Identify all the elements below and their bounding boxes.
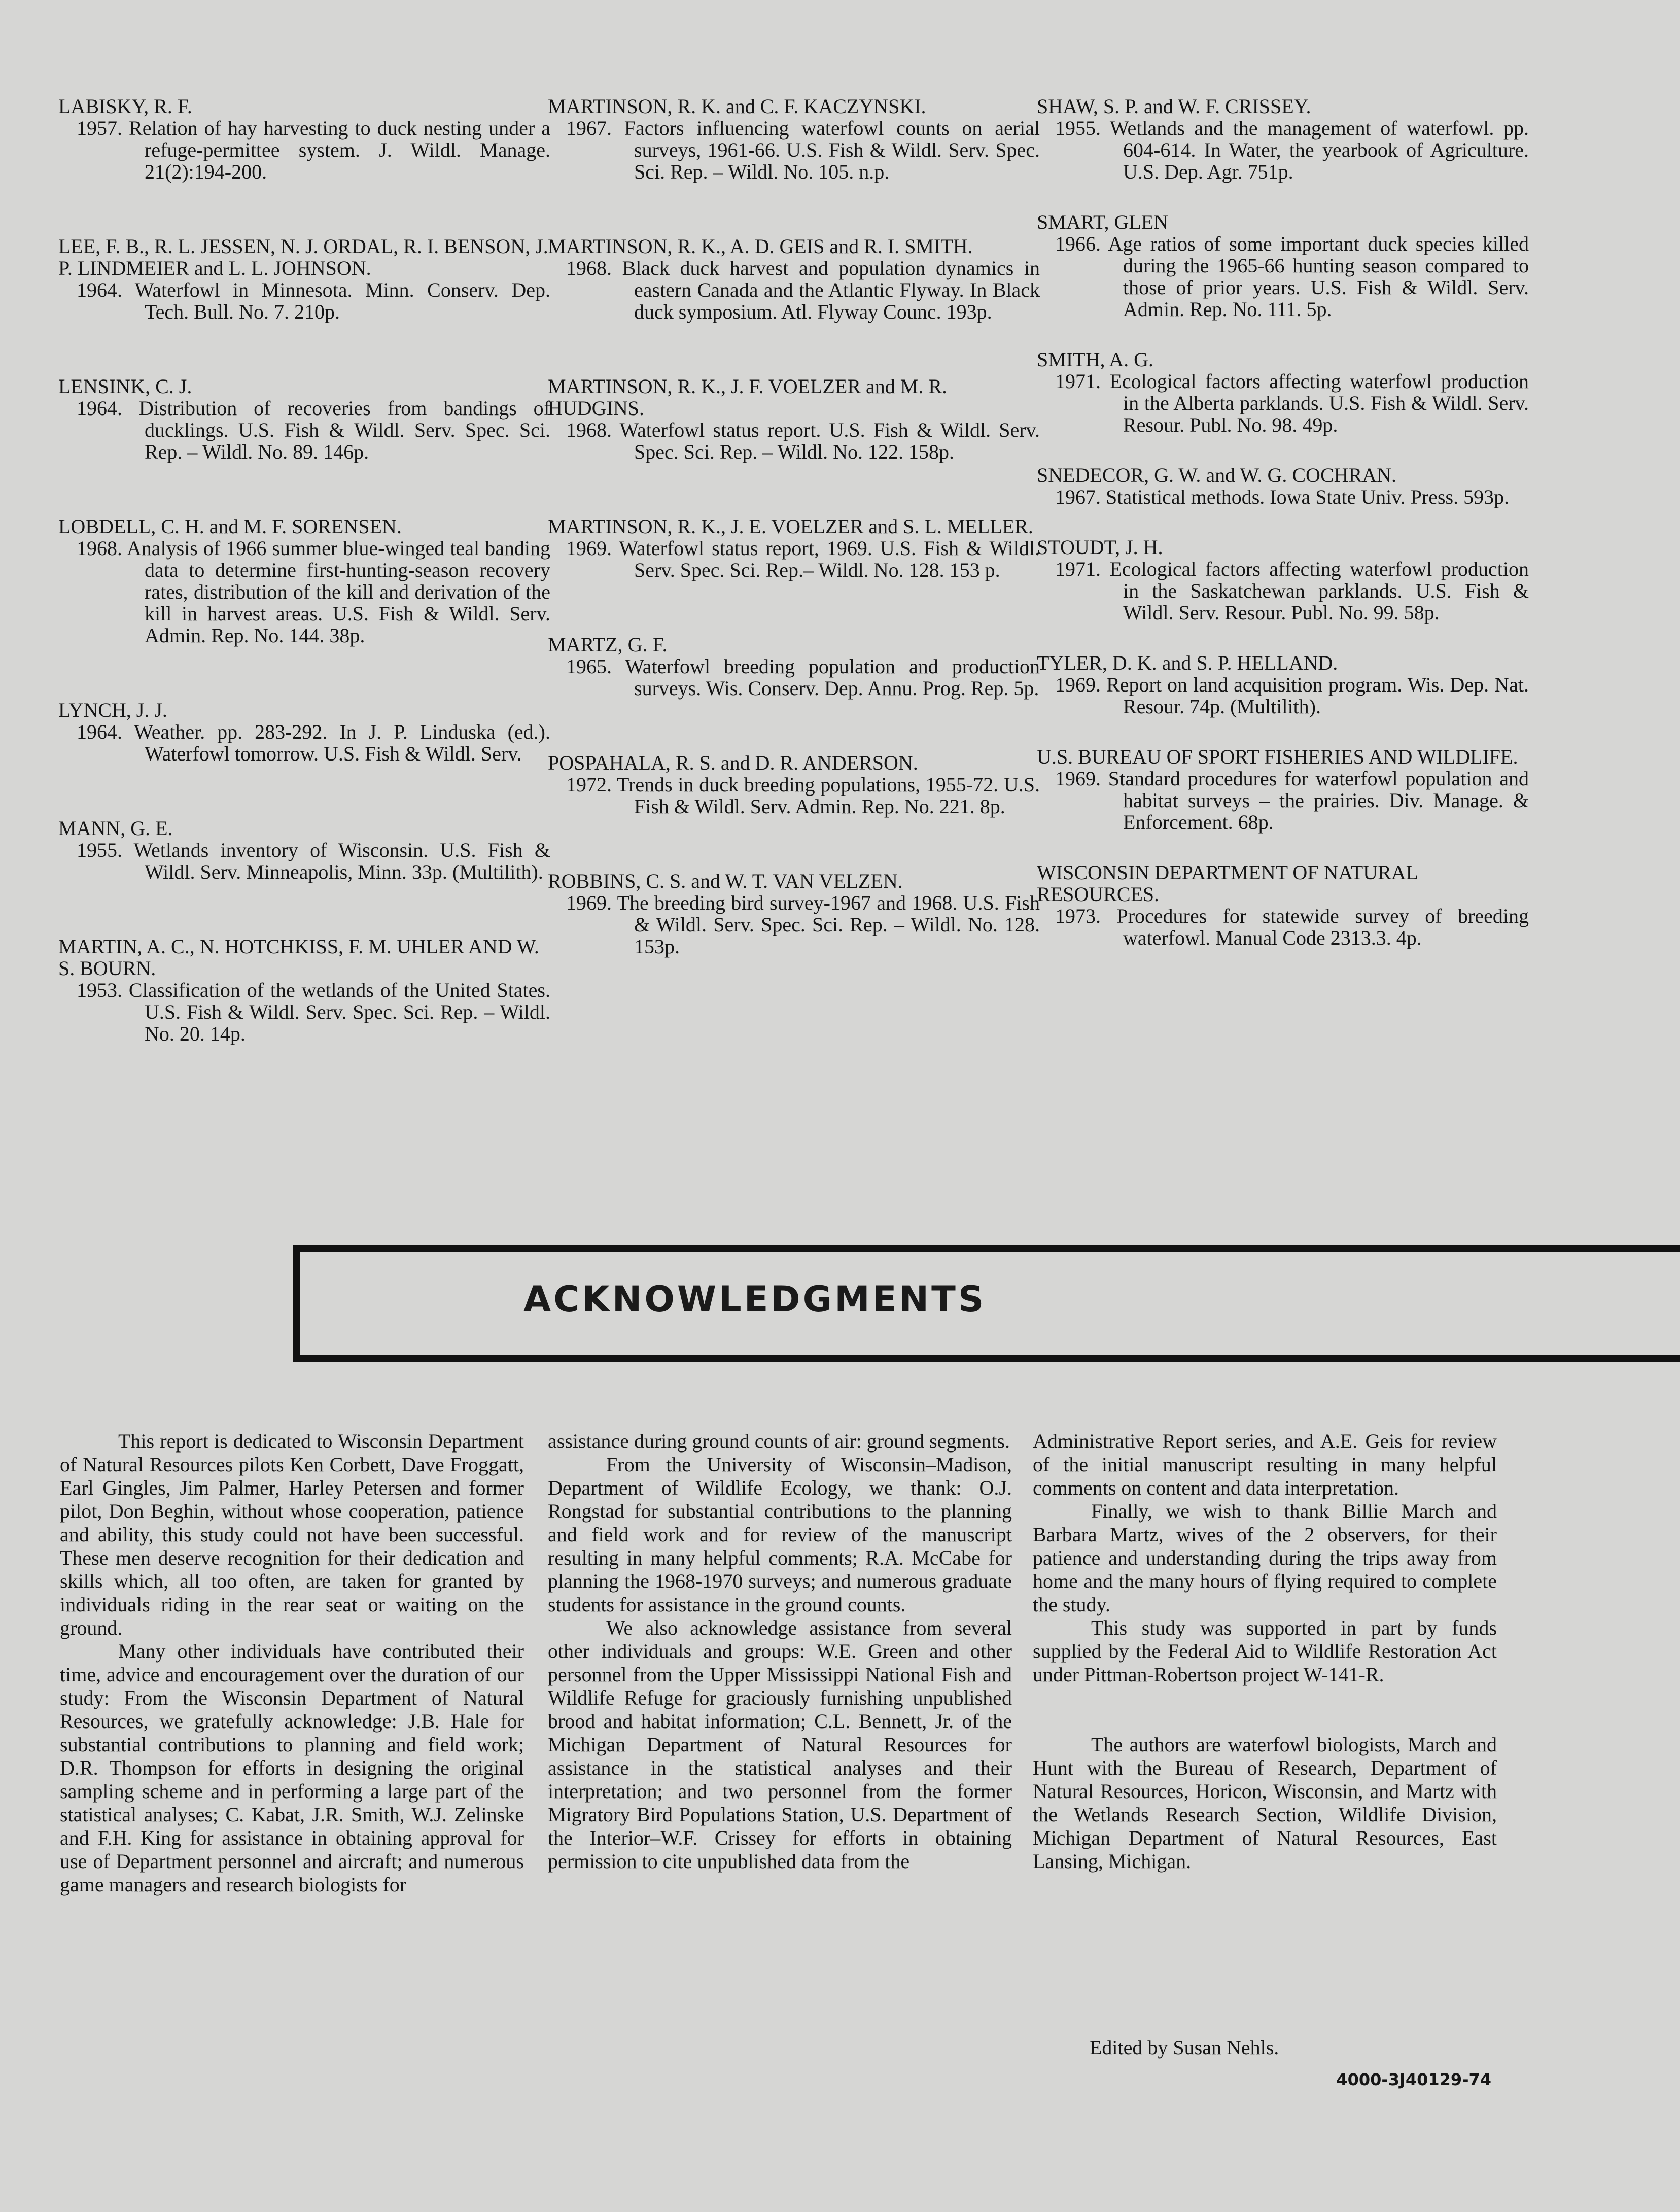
reference-entry bbox=[1037, 95, 1529, 183]
paragraph: Finally, we wish to thank Billie March and Barbara Martz, wives of the 2 observers, for their patience and understanding during the trips away from home and the many hours of flying required to complete the study. bbox=[1033, 1500, 1497, 1616]
reference-text: 1968. Waterfowl status report. U.S. Fish & Wildl. Serv. Spec. Sci. Rep. – Wildl. No. 122. 158p. bbox=[566, 419, 1040, 463]
references-column-1 bbox=[58, 95, 550, 1097]
reference-text: 1964. Weather. pp. 283-292. In J. P. Linduska (ed.). Waterfowl tomorrow. U.S. Fish & Wildl. Serv. bbox=[77, 720, 550, 765]
reference-entry bbox=[1037, 464, 1529, 508]
reference-text: 1955. Wetlands inventory of Wisconsin. U.S. Fish & Wildl. Serv. Minneapolis, Minn. 33p. (Multilith). bbox=[77, 839, 550, 883]
reference-text: 1968. Black duck harvest and population dynamics in eastern Canada and the Atlantic Flyway. In Black duck symposium. Atl. Flyway Counc. 193p. bbox=[566, 257, 1040, 323]
reference-author: POSPAHALA, R. S. and D. R. ANDERSON. bbox=[548, 751, 918, 774]
reference-entry bbox=[58, 95, 550, 183]
reference-entry bbox=[58, 817, 550, 883]
reference-author: LABISKY, R. F. bbox=[58, 95, 192, 118]
references-column-2 bbox=[548, 95, 1040, 1010]
reference-entry bbox=[548, 634, 1040, 699]
reference-text: 1955. Wetlands and the management of waterfowl. pp. 604-614. In Water, the yearbook of Agriculture. U.S. Dep. Agr. 751p. bbox=[1055, 117, 1529, 183]
reference-text: 1967. Statistical methods. Iowa State Univ. Press. 593p. bbox=[1055, 486, 1510, 508]
reference-entry bbox=[548, 235, 1040, 323]
acknowledgments-title: ACKNOWLEDGMENTS bbox=[523, 1278, 987, 1320]
reference-entry bbox=[1037, 861, 1529, 949]
reference-text: 1969. The breeding bird survey-1967 and 1968. U.S. Fish & Wildl. Serv. Spec. Sci. Rep. – Wildl. No. 128. 153p. bbox=[566, 891, 1040, 958]
reference-entry bbox=[58, 375, 550, 463]
reference-entry bbox=[58, 699, 550, 765]
paragraph: We also acknowledge assistance from several other individuals and groups: W.E. Green and other personnel from the Upper Mississippi National Fish and Wildlife Refuge for graciously furnishing unpublished brood and habitat information; C.L. Bennett, Jr. of the Michigan Department of Natural Resources for assistance in the statistical analyses and their interpretation; and two personnel from the former Migratory Bird Populations Station, U.S. Department of the Interior–W.F. Crissey for efforts in obtaining permission to cite unpublished data from the bbox=[548, 1616, 1012, 1873]
reference-entry bbox=[548, 870, 1040, 957]
reference-entry bbox=[1037, 536, 1529, 624]
reference-author: LYNCH, J. J. bbox=[58, 699, 167, 721]
reference-text: 1964. Waterfowl in Minnesota. Minn. Conserv. Dep. Tech. Bull. No. 7. 210p. bbox=[77, 279, 550, 323]
print-code: 4000-3J40129-74 bbox=[1336, 2070, 1491, 2089]
reference-author: MARTZ, G. F. bbox=[548, 633, 668, 656]
reference-text: 1968. Analysis of 1966 summer blue-winged teal banding data to determine first-hunting-season recovery rates, distribution of the kill and derivation of the kill in harvest areas. U.S. Fish & Wildl. Serv. Admin. Rep. No. 144. 38p. bbox=[77, 537, 550, 647]
reference-author: SMART, GLEN bbox=[1037, 211, 1169, 233]
editor-credit: Edited by Susan Nehls. bbox=[1090, 2036, 1279, 2059]
reference-text: 1971. Ecological factors affecting waterfowl production in the Saskatchewan parklands. U.S. Fish & Wildl. Serv. Resour. Publ. No. 99. 58p. bbox=[1055, 558, 1529, 624]
reference-author: MARTINSON, R. K., J. E. VOELZER and S. L. MELLER. bbox=[548, 515, 1033, 538]
reference-author: TYLER, D. K. and S. P. HELLAND. bbox=[1037, 651, 1338, 674]
acknowledgments-column-1 bbox=[60, 1430, 524, 1896]
reference-entry bbox=[548, 515, 1040, 581]
reference-author: LEE, F. B., R. L. JESSEN, N. J. ORDAL, R. I. BENSON, J. P. LINDMEIER and L. L. JOHNSON. bbox=[58, 235, 548, 280]
reference-entry bbox=[1037, 211, 1529, 320]
reference-text: 1964. Distribution of recoveries from bandings of ducklings. U.S. Fish & Wildl. Serv. Spec. Sci. Rep. – Wildl. No. 89. 146p. bbox=[77, 397, 550, 463]
reference-text: 1957. Relation of hay harvesting to duck nesting under a refuge-permittee system. J. Wildl. Manage. 21(2):194-200. bbox=[77, 117, 550, 183]
acknowledgments-column-3 bbox=[1033, 1430, 1497, 1873]
reference-entry bbox=[548, 95, 1040, 183]
acknowledgments-column-2 bbox=[548, 1430, 1012, 1873]
reference-entry bbox=[58, 936, 550, 1045]
reference-author: MARTINSON, R. K. and C. F. KACZYNSKI. bbox=[548, 95, 926, 118]
reference-text: 1969. Waterfowl status report, 1969. U.S. Fish & Wildl. Serv. Spec. Sci. Rep.– Wildl. No. 128. 153 p. bbox=[566, 537, 1040, 581]
reference-author: MARTIN, A. C., N. HOTCHKISS, F. M. UHLER AND W. S. BOURN. bbox=[58, 935, 539, 980]
reference-author: MARTINSON, R. K., A. D. GEIS and R. I. SMITH. bbox=[548, 235, 973, 258]
reference-author: SHAW, S. P. and W. F. CRISSEY. bbox=[1037, 95, 1311, 118]
paragraph: From the University of Wisconsin–Madison, Department of Wildlife Ecology, we thank: O.J. Rongstad for substantial contributions to the planning and field work and for review of the manuscript resulting in many helpful comments; R.A. McCabe for planning the 1968-1970 surveys; and numerous graduate students for assistance in the ground counts. bbox=[548, 1453, 1012, 1616]
paragraph: This study was supported in part by funds supplied by the Federal Aid to Wildlife Restoration Act under Pittman-Robertson project W-141-R. bbox=[1033, 1616, 1497, 1686]
reference-text: 1971. Ecological factors affecting waterfowl production in the Alberta parklands. U.S. Fish & Wildl. Serv. Resour. Publ. No. 98. 49p. bbox=[1055, 370, 1529, 436]
reference-text: 1972. Trends in duck breeding populations, 1955-72. U.S. Fish & Wildl. Serv. Admin. Rep. No. 221. 8p. bbox=[566, 773, 1040, 818]
reference-author: MANN, G. E. bbox=[58, 817, 173, 840]
reference-author: SMITH, A. G. bbox=[1037, 348, 1154, 371]
reference-entry bbox=[1037, 349, 1529, 436]
reference-author: STOUDT, J. H. bbox=[1037, 536, 1163, 559]
references-column-3 bbox=[1037, 95, 1529, 977]
reference-text: 1953. Classification of the wetlands of the United States. U.S. Fish & Wildl. Serv. Spec. Sci. Rep. – Wildl. No. 20. 14p. bbox=[77, 979, 550, 1045]
paragraph: Many other individuals have contributed their time, advice and encouragement over the duration of our study: From the Wisconsin Department of Natural Resources, we gratefully acknowledge: J.B. Hale for substantial contributions to planning and field work; D.R. Thompson for efforts in designing the original sampling scheme and in performing a large part of the statistical analyses; C. Kabat, J.R. Smith, W.J. Zelinske and F.H. King for assistance in obtaining approval for use of Department personnel and aircraft; and numerous game managers and research biologists for bbox=[60, 1640, 524, 1896]
reference-text: 1973. Procedures for statewide survey of breeding waterfowl. Manual Code 2313.3. 4p. bbox=[1055, 905, 1529, 949]
reference-entry bbox=[1037, 652, 1529, 717]
reference-author: SNEDECOR, G. W. and W. G. COCHRAN. bbox=[1037, 464, 1396, 487]
reference-text: 1969. Report on land acquisition program. Wis. Dep. Nat. Resour. 74p. (Multilith). bbox=[1055, 673, 1529, 718]
reference-author: U.S. BUREAU OF SPORT FISHERIES AND WILDLIFE. bbox=[1037, 745, 1518, 768]
reference-author: ROBBINS, C. S. and W. T. VAN VELZEN. bbox=[548, 870, 903, 892]
reference-entry bbox=[58, 515, 550, 646]
paragraph: Administrative Report series, and A.E. Geis for review of the initial manuscript resulting in many helpful comments on content and data interpretation. bbox=[1033, 1430, 1497, 1499]
reference-entry bbox=[548, 752, 1040, 817]
reference-text: 1965. Waterfowl breeding population and production surveys. Wis. Conserv. Dep. Annu. Prog. Rep. 5p. bbox=[566, 655, 1040, 700]
reference-entry bbox=[1037, 746, 1529, 833]
reference-text: 1966. Age ratios of some important duck species killed during the 1965-66 hunting season compared to those of prior years. U.S. Fish & Wildl. Serv. Admin. Rep. No. 111. 5p. bbox=[1055, 232, 1529, 321]
spacer bbox=[1033, 1686, 1497, 1733]
reference-text: 1969. Standard procedures for waterfowl population and habitat surveys – the prairies. Div. Manage. & Enforcement. 68p. bbox=[1055, 767, 1529, 834]
reference-entry bbox=[58, 235, 550, 323]
paragraph: This report is dedicated to Wisconsin Department of Natural Resources pilots Ken Corbett, Dave Froggatt, Earl Gingles, Jim Palmer, Harley Petersen and former pilot, Don Beghin, without whose cooperation, patience and ability, this study could not have been successful. These men deserve recognition for their dedication and skills which, all too often, are taken for granted by individuals riding in the rear seat or waiting on the ground. bbox=[60, 1430, 524, 1639]
reference-author: MARTINSON, R. K., J. F. VOELZER and M. R. HUDGINS. bbox=[548, 375, 948, 420]
reference-author: LOBDELL, C. H. and M. F. SORENSEN. bbox=[58, 515, 402, 538]
reference-text: 1967. Factors influencing waterfowl counts on aerial surveys, 1961-66. U.S. Fish & Wildl. Serv. Spec. Sci. Rep. – Wildl. No. 105. n.p. bbox=[566, 117, 1040, 183]
reference-entry bbox=[548, 375, 1040, 463]
reference-author: WISCONSIN DEPARTMENT OF NATURAL RESOURCES. bbox=[1037, 861, 1418, 906]
acknowledgments-heading-box bbox=[293, 1245, 1680, 1362]
author-affiliation-paragraph: The authors are waterfowl biologists, March and Hunt with the Bureau of Research, Department of Natural Resources, Horicon, Wisconsin, and Martz with the Wetlands Research Section, Wildlife Division, Michigan Department of Natural Resources, East Lansing, Michigan. bbox=[1033, 1733, 1497, 1873]
paragraph: assistance during ground counts of air: ground segments. bbox=[548, 1430, 1010, 1453]
reference-author: LENSINK, C. J. bbox=[58, 375, 192, 398]
